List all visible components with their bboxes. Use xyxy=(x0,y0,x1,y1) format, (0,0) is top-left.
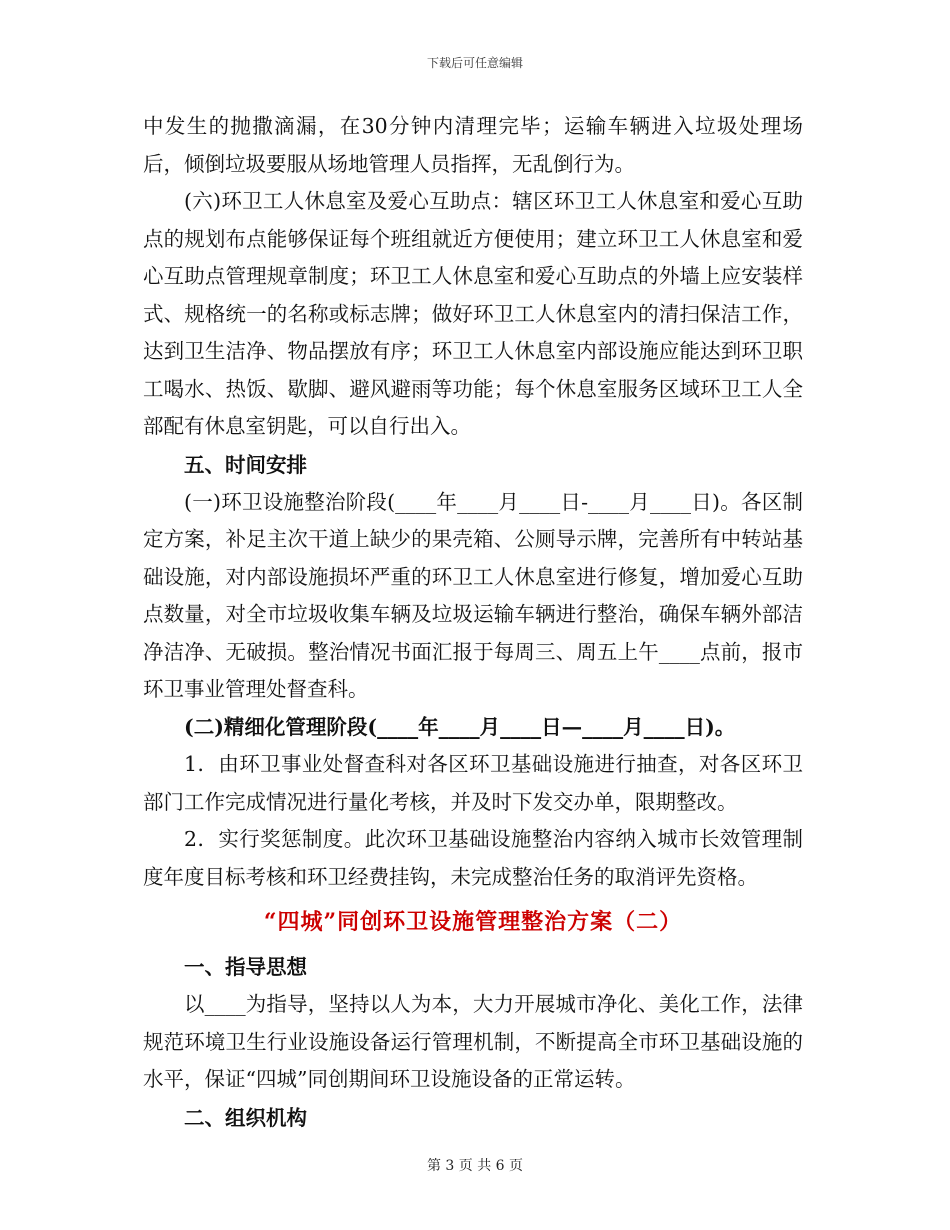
paragraph-phase-one: (一)环卫设施整治阶段(____年____月____日-____月____日)。各区制定方案，补足主次干道上缺少的果壳箱、公厕导示牌，完善所有中转站基础设施，对内部设施损坏严重的环卫工人休息室进行修复，增加爱心互助点数量，对全市垃圾收集车辆及垃圾运输车辆进行整治，确保车辆外部洁净洁净、无破损。整治情况书面汇报于每周三、周五上午____点前，报市环卫事业管理处督查科。 xyxy=(143,489,803,701)
section-heading-organization: 二、组织机构 xyxy=(184,1105,307,1130)
paragraph-phase-two: (二)精细化管理阶段(____年____月____日—____月____日)。 xyxy=(184,714,736,739)
document-body xyxy=(143,108,803,1137)
paragraph-continuation: 中发生的抛撒滴漏，在30分钟内清理完毕；运输车辆进入垃圾处理场后，倾倒垃圾要服从场地管理人员指挥，无乱倒行为。 xyxy=(143,114,803,176)
page-header: 下载后可任意编辑 xyxy=(426,56,523,70)
paragraph-guidance: 以____为指导，坚持以人为本，大力开展城市净化、美化工作，法律规范环境卫生行业设施设备运行管理机制，不断提高全市环卫基础设施的水平，保证“四城”同创期间环卫设施设备的正常运转。 xyxy=(143,992,803,1091)
section-heading-guidance: 一、指导思想 xyxy=(184,955,307,979)
document-title: “四城”同创环卫设施管理整治方案（二） xyxy=(263,909,683,935)
page-footer: 第 3 页 共 6 页 xyxy=(426,1158,524,1174)
paragraph-rest-room: (六)环卫工人休息室及爱心互助点：辖区环卫工人休息室和爱心互助点的规划布点能够保证每个班组就近方便使用；建立环卫工人休息室和爱心互助点管理规章制度；环卫工人休息室和爱心互助点的外墙上应安装样式、规格统一的名称或标志牌；做好环卫工人休息室内的清扫保洁工作，达到卫生洁净、物品摆放有序；环卫工人休息室内部设施应能达到环卫职工喝水、热饭、歇脚、避风避雨等功能；每个休息室服务区域环卫工人全部配有休息室钥匙，可以自行出入。 xyxy=(143,189,803,438)
paragraph-item-2: 2．实行奖惩制度。此次环卫基础设施整治内容纳入城市长效管理制度年度目标考核和环卫经费挂钩，未完成整治任务的取消评先资格。 xyxy=(143,827,803,889)
paragraph-item-1: 1．由环卫事业处督查科对各区环卫基础设施进行抽查，对各区环卫部门工作完成情况进行量化考核，并及时下发交办单，限期整改。 xyxy=(143,752,803,814)
section-heading-schedule: 五、时间安排 xyxy=(184,452,307,477)
